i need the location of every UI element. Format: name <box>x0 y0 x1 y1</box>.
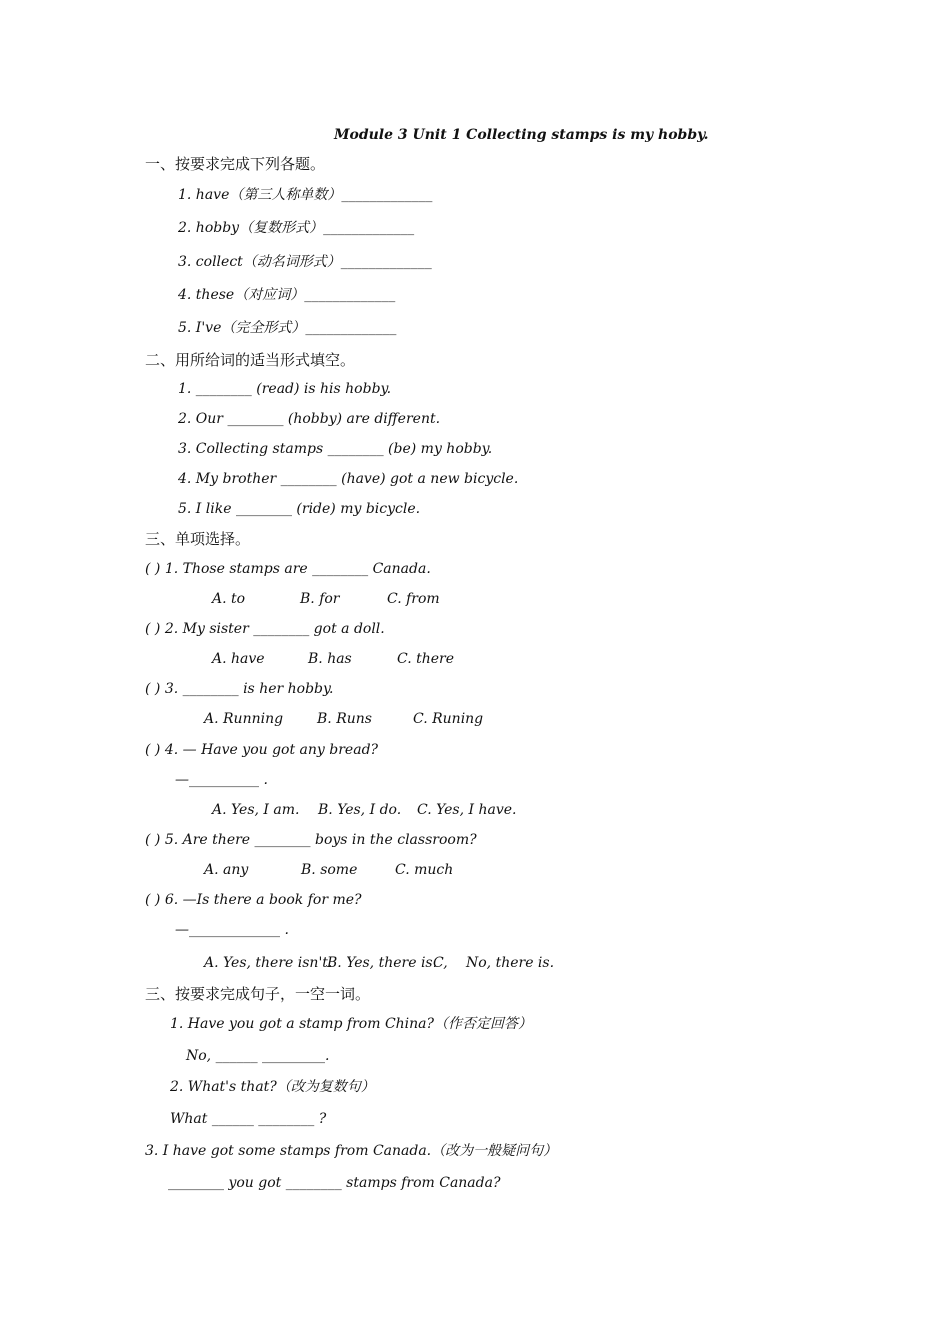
option: A. to <box>212 591 246 607</box>
option: C, <box>433 955 448 971</box>
option: C. from <box>387 591 440 607</box>
question-stem: ( ) 3. ________ is her hobby. <box>145 681 334 697</box>
option: B. Yes, I do. <box>318 802 402 818</box>
section4-heading: 三、按要求完成句子，一空一词。 <box>145 985 371 1003</box>
option: B. some <box>301 862 358 878</box>
section2-item: 3. Collecting stamps ________ (be) my hobby. <box>178 441 493 457</box>
question-stem: ( ) 4. — Have you got any bread? <box>145 742 379 758</box>
section2-item: 5. I like ________ (ride) my bicycle. <box>178 501 421 517</box>
rewrite-answer: No, ______ _________. <box>186 1048 330 1064</box>
question-stem: ( ) 1. Those stamps are ________ Canada. <box>145 561 431 577</box>
section1-item: 2. hobby（复数形式）_____________ <box>178 220 415 236</box>
section1-item: 4. these（对应词）_____________ <box>178 287 396 303</box>
answer-line: —_____________ . <box>175 922 289 938</box>
option: A. any <box>204 862 249 878</box>
question-stem: ( ) 6. —Is there a book for me? <box>145 892 362 908</box>
answer-line: —__________ . <box>175 772 268 788</box>
section1-heading: 一、按要求完成下列各题。 <box>145 155 326 173</box>
section1-item: 1. have（第三人称单数）_____________ <box>178 187 433 203</box>
option: B. for <box>300 591 340 607</box>
section1-item: 3. collect（动名词形式）_____________ <box>178 254 432 270</box>
option: A. have <box>212 651 265 667</box>
rewrite-question: 1. Have you got a stamp from China?（作否定回答） <box>170 1016 533 1032</box>
option: B. Runs <box>317 711 372 727</box>
section1-item: 5. I've（完全形式）_____________ <box>178 320 397 336</box>
option: A. Yes, I am. <box>212 802 300 818</box>
section3-heading: 三、单项选择。 <box>145 530 251 548</box>
option: C. there <box>397 651 455 667</box>
section2-item: 1. ________ (read) is his hobby. <box>178 381 392 397</box>
option: C. Yes, I have. <box>417 802 517 818</box>
rewrite-question: 2. What's that?（改为复数句） <box>170 1079 375 1095</box>
section2-heading: 二、用所给词的适当形式填空。 <box>145 351 356 369</box>
option: A. Yes, there isn't. <box>204 955 333 971</box>
section2-item: 4. My brother ________ (have) got a new bicycle. <box>178 471 519 487</box>
option: A. Running <box>204 711 284 727</box>
option: C. Runing <box>413 711 484 727</box>
rewrite-question: 3. I have got some stamps from Canada.（改为一般疑问句） <box>145 1143 558 1159</box>
question-stem: ( ) 2. My sister ________ got a doll. <box>145 621 385 637</box>
rewrite-answer: ________ you got ________ stamps from Canada? <box>168 1175 501 1191</box>
page-title: Module 3 Unit 1 Collecting stamps is my hobby. <box>334 127 709 143</box>
option: B. Yes, there is. <box>327 955 438 971</box>
rewrite-answer: What ______ ________ ? <box>170 1111 327 1127</box>
option: C. much <box>395 862 454 878</box>
question-stem: ( ) 5. Are there ________ boys in the classroom? <box>145 832 477 848</box>
option: No, there is. <box>466 955 555 971</box>
section2-item: 2. Our ________ (hobby) are different. <box>178 411 441 427</box>
option: B. has <box>308 651 352 667</box>
